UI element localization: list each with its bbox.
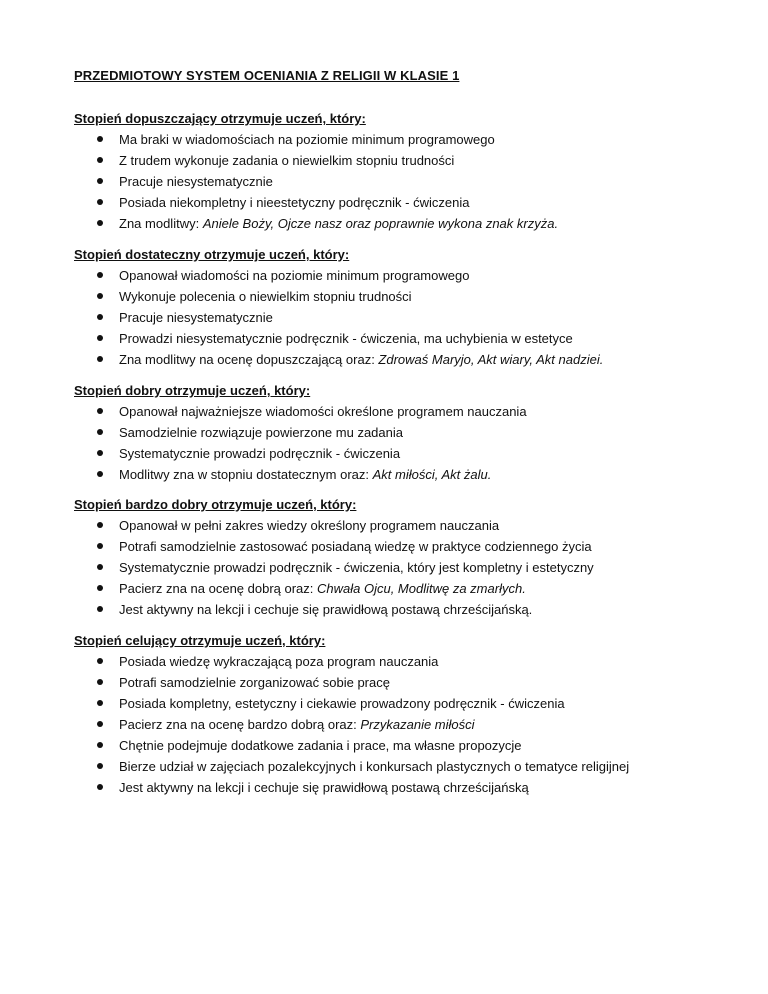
document-title: PRZEDMIOTOWY SYSTEM OCENIANIA Z RELIGII W KLASIE 1 (74, 68, 460, 83)
item-text: Prowadzi niesystematycznie podręcznik - ćwiczenia, ma uchybienia w estetyce (119, 331, 573, 346)
bullet-icon (97, 742, 103, 748)
item-text: Posiada wiedzę wykraczającą poza program nauczania (119, 654, 439, 669)
section-heading: Stopień dopuszczający otrzymuje uczeń, który: (74, 111, 366, 126)
section-heading: Stopień bardzo dobry otrzymuje uczeń, który: (74, 497, 357, 512)
item-text: Jest aktywny na lekcji i cechuje się prawidłową postawą chrześcijańską (119, 780, 529, 795)
list-item (74, 693, 754, 714)
item-text: Systematycznie prowadzi podręcznik - ćwiczenia, który jest kompletny i estetyczny (119, 560, 594, 575)
item-text: Chętnie podejmuje dodatkowe zadania i prace, ma własne propozycje (119, 738, 522, 753)
grade-section-dostateczny (74, 244, 754, 370)
list-item (74, 443, 754, 464)
grade-section-dobry (74, 380, 754, 485)
item-text: Pracuje niesystematycznie (119, 310, 273, 325)
list-item (74, 651, 754, 672)
item-text: Pacierz zna na ocenę bardzo dobrą oraz: (119, 717, 361, 732)
item-text: Z trudem wykonuje zadania o niewielkim stopniu trudności (119, 153, 455, 168)
grade-section-dopuszczajacy (74, 108, 754, 234)
bullet-icon (97, 429, 103, 435)
section-heading: Stopień celujący otrzymuje uczeń, który: (74, 633, 326, 648)
item-emphasis: Akt miłości, Akt żalu. (372, 467, 492, 482)
list-item (74, 464, 754, 485)
list-item (74, 557, 754, 578)
grade-section-bardzo-dobry (74, 494, 754, 620)
item-emphasis: Zdrowaś Maryjo, Akt wiary, Akt nadziei. (378, 352, 604, 367)
bullet-icon (97, 157, 103, 163)
list-item (74, 286, 754, 307)
list-item (74, 756, 754, 777)
bullet-list (74, 515, 754, 620)
bullet-icon (97, 335, 103, 341)
list-item (74, 536, 754, 557)
list-item (74, 192, 754, 213)
item-text: Opanował w pełni zakres wiedzy określony programem nauczania (119, 518, 500, 533)
bullet-icon (97, 356, 103, 362)
item-text: Opanował najważniejsze wiadomości określone programem nauczania (119, 404, 527, 419)
bullet-icon (97, 679, 103, 685)
bullet-icon (97, 700, 103, 706)
list-item (74, 515, 754, 536)
item-emphasis: Chwała Ojcu, Modlitwę za zmarłych. (317, 581, 526, 596)
bullet-icon (97, 471, 103, 477)
item-text: Pacierz zna na ocenę dobrą oraz: (119, 581, 318, 596)
bullet-list (74, 651, 754, 798)
bullet-icon (97, 178, 103, 184)
bullet-icon (97, 606, 103, 612)
list-item (74, 129, 754, 150)
bullet-icon (97, 408, 103, 414)
list-item (74, 171, 754, 192)
item-text: Wykonuje polecenia o niewielkim stopniu trudności (119, 289, 412, 304)
bullet-icon (97, 564, 103, 570)
bullet-icon (97, 784, 103, 790)
item-text: Modlitwy zna w stopniu dostatecznym oraz: (119, 467, 373, 482)
list-item (74, 777, 754, 798)
item-text: Samodzielnie rozwiązuje powierzone mu zadania (119, 425, 403, 440)
item-text: Zna modlitwy: (119, 216, 203, 231)
bullet-icon (97, 585, 103, 591)
bullet-icon (97, 199, 103, 205)
item-text: Bierze udział w zajęciach pozalekcyjnych i konkursach plastycznych o tematyce religijnej (119, 759, 630, 774)
bullet-icon (97, 272, 103, 278)
item-text: Potrafi samodzielnie zorganizować sobie pracę (119, 675, 390, 690)
list-item (74, 422, 754, 443)
list-item (74, 265, 754, 286)
bullet-icon (97, 314, 103, 320)
item-text: Pracuje niesystematycznie (119, 174, 273, 189)
list-item (74, 735, 754, 756)
item-text: Potrafi samodzielnie zastosować posiadaną wiedzę w praktyce codziennego życia (119, 539, 592, 554)
list-item (74, 328, 754, 349)
item-emphasis: Przykazanie miłości (360, 717, 475, 732)
list-item (74, 714, 754, 735)
item-text: Zna modlitwy na ocenę dopuszczającą oraz: (119, 352, 379, 367)
list-item (74, 672, 754, 693)
bullet-icon (97, 763, 103, 769)
list-item (74, 401, 754, 422)
bullet-icon (97, 522, 103, 528)
list-item (74, 349, 754, 370)
bullet-icon (97, 721, 103, 727)
bullet-icon (97, 136, 103, 142)
item-text: Posiada kompletny, estetyczny i ciekawie prowadzony podręcznik - ćwiczenia (119, 696, 565, 711)
bullet-list (74, 265, 754, 370)
grade-section-celujacy (74, 630, 754, 798)
bullet-icon (97, 220, 103, 226)
list-item (74, 307, 754, 328)
item-text: Opanował wiadomości na poziomie minimum programowego (119, 268, 470, 283)
item-text: Posiada niekompletny i nieestetyczny podręcznik - ćwiczenia (119, 195, 470, 210)
item-emphasis: Aniele Boży, Ojcze nasz oraz poprawnie wykona znak krzyża. (202, 216, 559, 231)
list-item (74, 578, 754, 599)
item-text: Jest aktywny na lekcji i cechuje się prawidłową postawą chrześcijańską. (119, 602, 533, 617)
bullet-icon (97, 450, 103, 456)
list-item (74, 150, 754, 171)
bullet-list (74, 401, 754, 485)
bullet-icon (97, 293, 103, 299)
bullet-icon (97, 543, 103, 549)
bullet-list (74, 129, 754, 234)
item-text: Ma braki w wiadomościach na poziomie minimum programowego (119, 132, 495, 147)
section-heading: Stopień dostateczny otrzymuje uczeń, który: (74, 247, 350, 262)
section-heading: Stopień dobry otrzymuje uczeń, który: (74, 383, 311, 398)
bullet-icon (97, 658, 103, 664)
list-item (74, 599, 754, 620)
item-text: Systematycznie prowadzi podręcznik - ćwiczenia (119, 446, 401, 461)
list-item (74, 213, 754, 234)
